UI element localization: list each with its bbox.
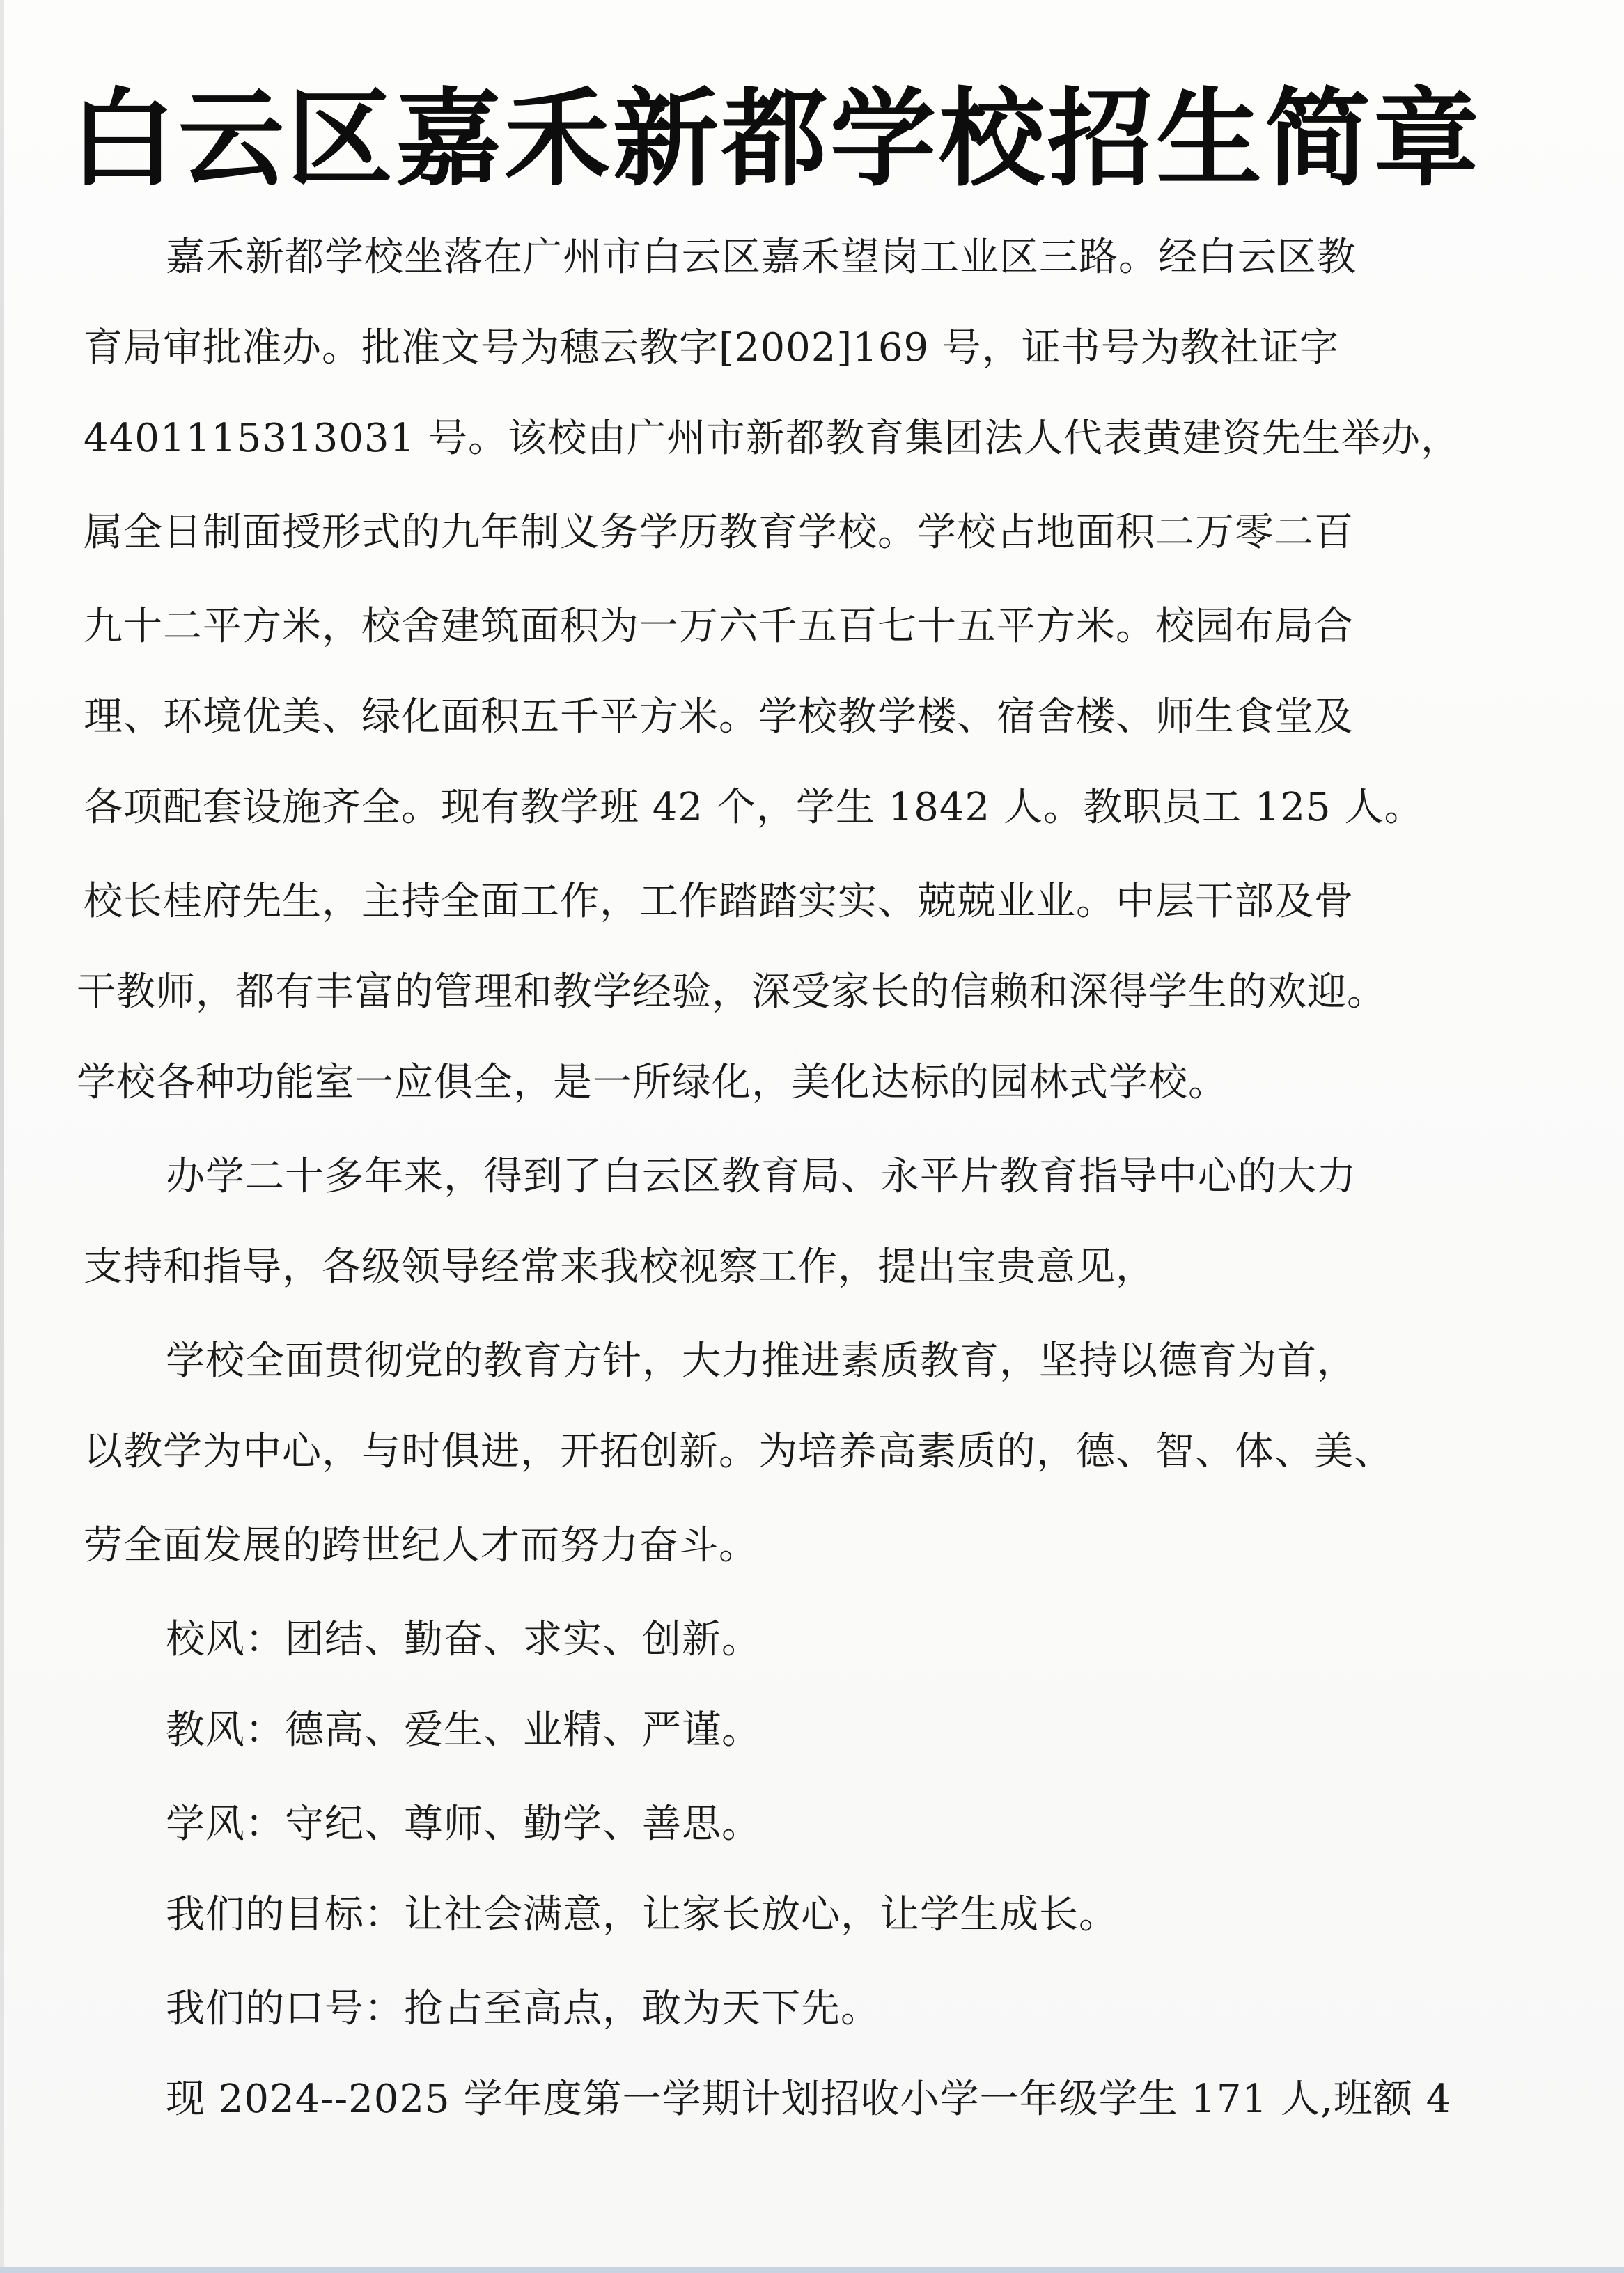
body-line: 理、环境优美、绿化面积五千平方米。学校教学楼、宿舍楼、师生食堂及 xyxy=(84,694,1354,740)
goal-line: 我们的目标：让社会满意，让家长放心，让学生成长。 xyxy=(166,1892,1118,1937)
body-line: 以教学为中心，与时俱进，开拓创新。为培养高素质的，德、智、体、美、 xyxy=(84,1429,1393,1474)
body-line: 九十二平方米，校舍建筑面积为一万六千五百七十五平方米。校园布局合 xyxy=(84,604,1354,649)
body-line: 属全日制面授形式的九年制义务学历教育学校。学校占地面积二万零二百 xyxy=(84,510,1354,555)
body-line: 劳全面发展的跨世纪人才而努力奋斗。 xyxy=(84,1523,758,1568)
scan-left-edge xyxy=(0,0,4,2273)
document-title: 白云区嘉禾新都学校招生简章 xyxy=(70,77,1482,201)
body-line: 4401115313031 号。该校由广州市新都教育集团法人代表黄建资先生举办， xyxy=(84,416,1460,461)
body-line: 办学二十多年来，得到了白云区教育局、永平片教育指导中心的大力 xyxy=(166,1154,1357,1199)
body-line: 育局审批准办。批准文号为穗云教字[2002]169 号，证书号为教社证字 xyxy=(84,325,1339,370)
scan-bottom-edge xyxy=(0,2267,1624,2273)
study-motto-line: 学风：守纪、尊师、勤学、善思。 xyxy=(166,1802,761,1847)
school-motto-line: 校风：团结、勤奋、求实、创新。 xyxy=(166,1617,761,1662)
body-line: 学校全面贯彻党的教育方针，大力推进素质教育，坚持以德育为首， xyxy=(166,1338,1357,1384)
body-line: 校长桂府先生，主持全面工作，工作踏踏实实、兢兢业业。中层干部及骨 xyxy=(84,879,1354,924)
body-line: 干教师，都有丰富的管理和教学经验，深受家长的信赖和深得学生的欢迎。 xyxy=(77,969,1387,1015)
teaching-motto-line: 教风：德高、爱生、业精、严谨。 xyxy=(166,1708,761,1753)
body-line: 支持和指导，各级领导经常来我校视察工作，提出宝贵意见， xyxy=(84,1244,1155,1290)
body-line: 各项配套设施齐全。现有教学班 42 个，学生 1842 人。教职员工 125 人。 xyxy=(84,785,1424,830)
body-line: 嘉禾新都学校坐落在广州市白云区嘉禾望岗工业区三路。经白云区教 xyxy=(166,235,1357,280)
slogan-line: 我们的口号：抢占至高点，敢为天下先。 xyxy=(166,1986,880,2031)
enrollment-line: 现 2024--2025 学年度第一学期计划招收小学一年级学生 171 人,班额 4 xyxy=(166,2077,1452,2122)
body-line: 学校各种功能室一应俱全，是一所绿化，美化达标的园林式学校。 xyxy=(77,1060,1228,1105)
